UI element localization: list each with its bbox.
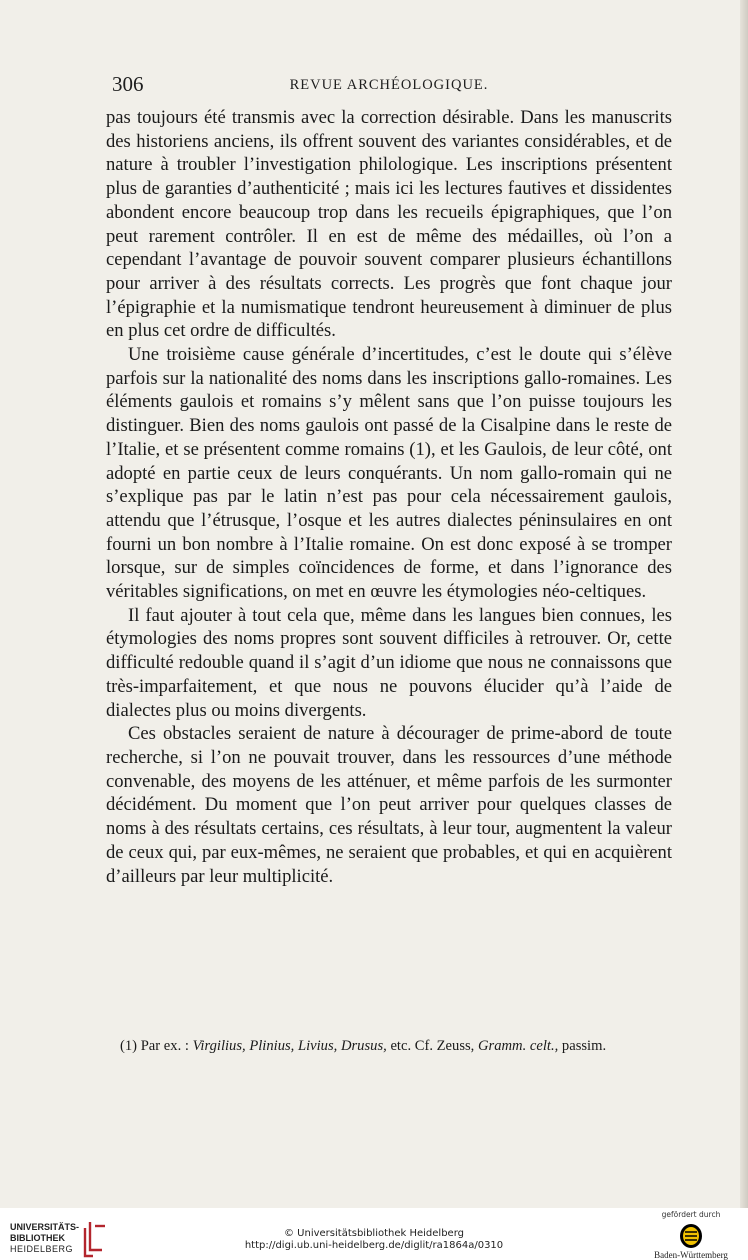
library-logo[interactable] [10,1220,110,1260]
paragraph-4: Ces obstacles seraient de nature à décourager de prime-abord de toute recherche, si l’on ne pouvait trouver, dans les ressources d’une méthode convenable, des moyens de les atténuer, et même parfois de les surmonter décidément. Du moment que l’on peut arriver pour quelques classes de noms à des résultats certains, ces résultats, à leur tour, augmentent la valeur de ceux qui, par eux-mêmes, ne seraient que probables, et qui en acquièrent d’ailleurs par leur multiplicité. [106,723,672,887]
footer [0,1208,748,1260]
page-header [106,72,672,98]
sponsor-name: Baden-Württemberg [654,1250,728,1260]
paragraph-2: Une troisième cause générale d’incertitudes, c’est le doute qui s’élève parfois sur la nationalité des noms dans les inscriptions gallo-romaines. Les éléments gaulois et romains s’y mêlent sans que l’on puisse toujours les distinguer. Bien des noms gaulois ont passé de la Cisalpine dans le reste de l’Italie, et se présentent comme romains (1), et les Gaulois, de leur côté, ont adopté en partie ceux de leurs conquérants. Un nom gallo-romain qui ne s’explique pas par le latin n’est pas pour cela nécessairement gaulois, attendu que l’étrusque, l’osque et les autres dialectes péninsulaires en ont fourni un bon nombre à l’Italie romaine. On est donc exposé à se tromper lorsque, sur de simples coïncidences de forme, et dans l’ignorance des véritables significations, on met en œuvre les étymologies néo-celtiques. [106,344,672,603]
page-number: 306 [112,72,144,96]
paragraph-1: pas toujours été transmis avec la correction désirable. Dans les manuscrits des historiens anciens, ils offrent souvent des variantes considérables, et de nature à troubler l’investigation philologique. Les inscriptions présentent plus de garanties d’authenticité ; mais ici les lectures fautives et dissidentes abondent encore beaucoup trop dans les recueils épigraphiques, que l’on peut rarement contrôler. Il en est de même des médailles, où l’on a cependant l’avantage de pouvoir souvent comparer plusieurs échantillons pour arriver à des résultats corrects. Les progrès que font chaque jour l’épigraphie et la numismatique tendront heureusement à diminuer de plus en plus cet ordre de difficultés. [106,107,672,342]
page-edge [740,0,748,1208]
running-head: REVUE ARCHÉOLOGIQUE. [289,77,489,93]
footnote-tail: passim. [561,1038,607,1054]
permalink[interactable]: http://digi.ub.uni-heidelberg.de/diglit/ra1864a/0310 [244,1240,504,1251]
footnote [106,1037,672,1055]
footnote-lead: Par ex. : [140,1038,189,1054]
library-name: UNIVERSITÄTS- BIBLIOTHEK HEIDELBERG [10,1222,80,1254]
footnote-names: Virgilius, Plinius, Livius, Drusus, [192,1038,387,1054]
sponsor [646,1210,736,1260]
body-text [106,106,672,888]
footnote-marker: (1) [120,1038,138,1054]
footnote-etc: etc. Cf. Zeuss, [390,1038,475,1054]
copyright-text: © Universitätsbibliothek Heidelberg [283,1228,464,1239]
library-logo-icon [82,1220,108,1258]
copyright-notice [200,1228,548,1252]
sponsor-label: gefördert durch [661,1210,721,1219]
paragraph-3: Il faut ajouter à tout cela que, même dans les langues bien connues, les étymologies des noms propres sont souvent difficiles à retrouver. Or, cette difficulté redouble quand il s’agit d’un idiome que nous ne connaissons que très-imparfaitement, et que nous ne pouvons élucider qu’à l’aide de dialectes plus ou moins divergents. [106,604,672,721]
coat-of-arms-icon [678,1222,704,1250]
footnote-work: Gramm. celt., [478,1038,559,1054]
